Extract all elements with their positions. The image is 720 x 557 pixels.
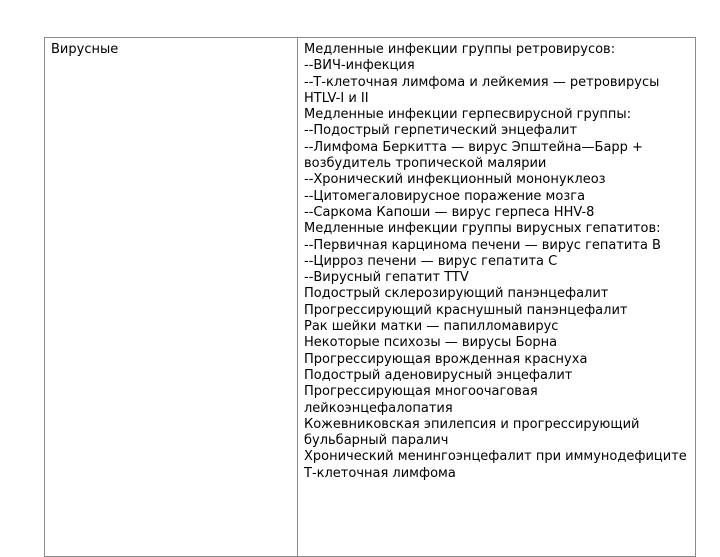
entry-3: Медленные инфекции герпесвирусной группы: <box>304 107 632 123</box>
entry-2: --Т-клеточная лимфома и лейкемия — ретровирусы HTLV-I и II <box>304 74 660 106</box>
entry-0: Медленные инфекции группы ретровирусов: <box>304 42 616 57</box>
entry-14: Прогрессирующий краснушный панэнцефалит <box>304 302 628 318</box>
table-row <box>45 38 696 557</box>
entry-17: Прогрессирующая врожденная краснуха <box>304 351 588 367</box>
entry-20: Кожевниковская эпилепсия и прогрессирующий бульбарный паралич <box>304 416 640 449</box>
entry-13: Подострый склерозирующий панэнцефалит <box>304 286 609 302</box>
entry-22: Т-клеточная лимфома <box>304 465 456 481</box>
entries-cell <box>298 38 696 557</box>
category-cell <box>45 38 298 557</box>
category-label: Вирусные <box>51 42 119 57</box>
entry-18: Подострый аденовирусный энцефалит <box>304 367 573 383</box>
disease-table <box>44 37 696 557</box>
entry-8: --Саркома Капоши — вирус герпеса HHV-8 <box>304 204 595 220</box>
entry-7: --Цитомегаловирусное поражение мозга <box>304 188 586 204</box>
entry-4: --Подострый герпетический энцефалит <box>304 123 578 139</box>
entry-19: Прогрессирующая многоочаговая лейкоэнцефалопатия <box>304 384 538 416</box>
entry-9: Медленные инфекции группы вирусных гепатитов: <box>304 221 661 237</box>
entry-16: Некоторые психозы — вирусы Борна <box>304 335 558 351</box>
entry-6: --Хронический инфекционный мононуклеоз <box>304 172 606 188</box>
entry-1: --ВИЧ-инфекция <box>304 58 415 74</box>
entry-12: --Вирусный гепатит TTV <box>304 270 469 286</box>
entry-21: Хронический менингоэнцефалит при иммунодефиците <box>304 449 687 465</box>
entry-10: --Первичная карцинома печени — вирус гепатита В <box>304 237 661 253</box>
entry-15: Рак шейки матки — папилломавирус <box>304 319 559 335</box>
entry-5: --Лимфома Беркитта — вирус Эпштейна—Барр + возбудитель тропической малярии <box>304 139 643 172</box>
entry-11: --Цирроз печени — вирус гепатита С <box>304 253 558 269</box>
